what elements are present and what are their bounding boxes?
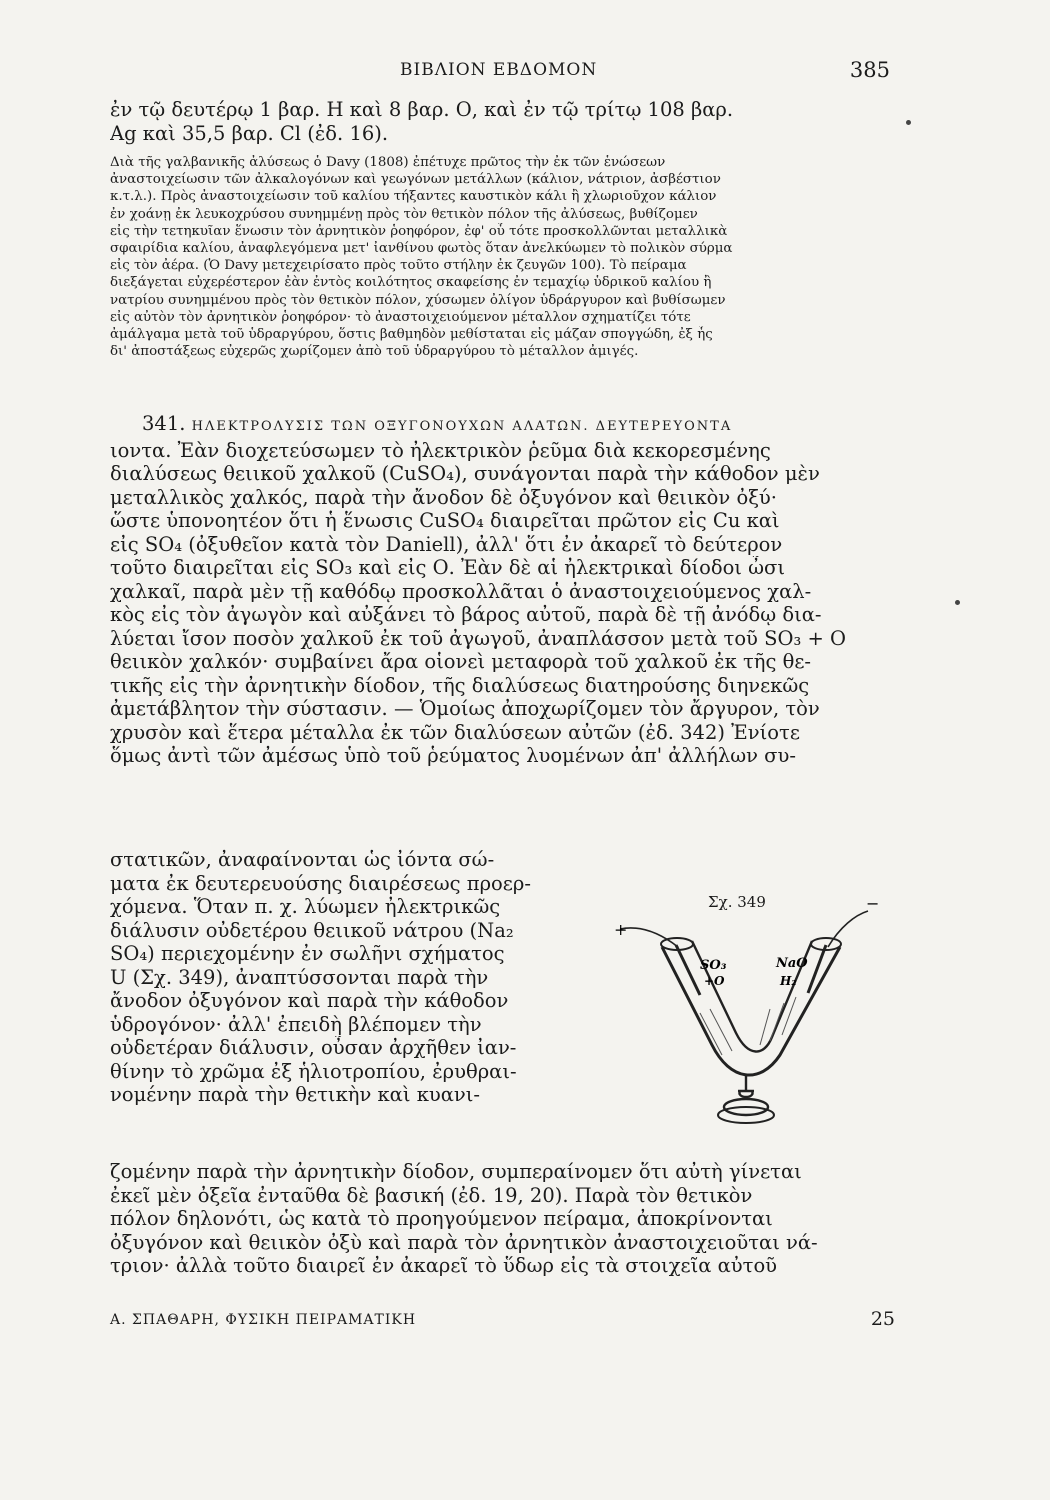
small-text-line: εἰς αὐτὸν τὸν ἀρνητικὸν ῥοηφόρον· τὸ ἀναστοιχειούμενον μέταλλον σχηματίζει τότε bbox=[110, 309, 691, 325]
small-text-line: εἰς τὴν τετηκυῖαν ἕνωσιν τὸν ἀρνητικὸν ῥοηφόρον, ἐφ' οὗ τότε προσκολλῶνται μεταλλικὰ bbox=[110, 223, 728, 239]
signature-mark: 25 bbox=[870, 1308, 895, 1330]
u-tube-outer bbox=[662, 947, 840, 1075]
text-line: κὸς εἰς τὸν ἀγωγὸν καὶ αὐξάνει τὸ βάρος αὐτοῦ, παρὰ δὲ τῇ ἀνόδῳ δια- bbox=[110, 603, 822, 626]
text-line: χαλκαῖ, παρὰ μὲν τῇ καθόδῳ προσκολλᾶται ὁ ἀναστοιχειούμενος χαλ- bbox=[110, 579, 812, 603]
figure-label: Σχ. 349 bbox=[708, 893, 766, 911]
text-line: στατικῶν, ἀναφαίνονται ὡς ἰόντα σώ- bbox=[110, 848, 495, 871]
text-line: τριον· ἀλλὰ τοῦτο διαιρεῖ ἐν ἀκαρεῖ τὸ ὕδωρ εἰς τὰ στοιχεῖα αὐτοῦ bbox=[110, 1254, 778, 1277]
section-heading bbox=[110, 412, 895, 439]
text-line: ἄνοδον ὀξυγόνον καὶ παρὰ τὴν κάθοδον bbox=[110, 989, 509, 1012]
left-formula-bottom: +O bbox=[704, 974, 725, 988]
liquid-hatching bbox=[700, 997, 796, 1055]
text-line: διαλύσεως θειικοῦ χαλκοῦ (CuSO₄), συνάγονται παρὰ τὴν κάθοδον μὲν bbox=[110, 462, 820, 485]
small-text-line: διεξάγεται εὐχερέστερον ἐὰν ἐντὸς κοιλότητος σκαφείσης ἐν τεμαχίῳ ὑδρικοῦ καλίου ἢ bbox=[110, 275, 712, 291]
negative-wire bbox=[828, 911, 868, 947]
text-line: τοῦτο διαιρεῖται εἰς SO₃ καὶ εἰς Ο. Ἐὰν δὲ αἱ ἠλεκτρικαὶ δίοδοι ὦσι bbox=[110, 556, 786, 579]
text-line: ζομένην παρὰ τὴν ἀρνητικὴν δίοδον, συμπεραίνομεν ὅτι αὐτὴ γίνεται bbox=[110, 1160, 802, 1183]
text-line: ὥστε ὑπονοητέον ὅτι ἡ ἕνωσις CuSO₄ διαιρεῖται πρῶτον εἰς Cu καὶ bbox=[110, 509, 780, 532]
text-line: πόλον δηλονότι, ὡς κατὰ τὸ προηγούμενον πείραμα, ἀποκρίνονται bbox=[110, 1207, 773, 1230]
text-line: ἐν τῷ δευτέρῳ 1 βαρ. Η καὶ 8 βαρ. Ο, καὶ ἐν τῷ τρίτῳ 108 βαρ. bbox=[110, 98, 734, 121]
page-number: 385 bbox=[849, 58, 890, 82]
u-tube-figure bbox=[600, 885, 890, 1155]
small-print-paragraph bbox=[110, 154, 895, 360]
section-number: 341. bbox=[142, 412, 186, 435]
small-text-line: εἰς τὸν ἀέρα. (Ὁ Davy μετεχειρίσατο πρὸς τοῦτο στήλην ἐκ ζευγῶν 100). Τὸ πείραμα bbox=[110, 258, 687, 274]
right-formula-top: NaO bbox=[776, 956, 808, 971]
text-line: Ag καὶ 35,5 βαρ. Cl (ἐδ. 16). bbox=[110, 121, 389, 145]
footer-book-title: Α. ΣΠΑΘΑΡΗ, ΦΥΣΙΚΗ ΠΕΙΡΑΜΑΤΙΚΗ bbox=[110, 1312, 417, 1328]
text-line: χρυσὸν καὶ ἕτερα μέταλλα ἐκ τῶν διαλύσεων αὐτῶν (ἐδ. 342) Ἐνίοτε bbox=[110, 720, 800, 744]
running-title: ΒΙΒΛΙΟΝ ΕΒΔΟΜΟΝ bbox=[400, 60, 598, 80]
minus-sign: − bbox=[866, 894, 880, 913]
small-text-line: Διὰ τῆς γαλβανικῆς ἀλύσεως ὁ Davy (1808) ἐπέτυχε πρῶτος τὴν ἐκ τῶν ἑνώσεων bbox=[110, 155, 666, 170]
text-line: ἐκεῖ μὲν ὀξεῖα ἐνταῦθα δὲ βασική (ἐδ. 19, 20). Παρὰ τὸν θετικὸν bbox=[110, 1183, 753, 1207]
right-formula-bottom: H₂ bbox=[780, 974, 797, 988]
text-line: λύεται ἴσον ποσὸν χαλκοῦ ἐκ τοῦ ἀγωγοῦ, ἀναπλάσσον μετὰ τοῦ SO₃ + Ο bbox=[110, 626, 846, 650]
text-line: οὐδετέραν διάλυσιν, οὖσαν ἀρχῆθεν ἰαν- bbox=[110, 1036, 517, 1059]
section-title: ΗΛΕΚΤΡΟΛΥΣΙΣ ΤΩΝ ΟΞΥΓΟΝΟΥΧΩΝ ΑΛΑΤΩΝ. ΔΕΥΤΕΡΕΥΟΝΤΑ bbox=[191, 419, 733, 434]
text-line: χόμενα. Ὅταν π. χ. λύωμεν ἠλεκτρικῶς bbox=[110, 895, 501, 918]
text-line: ιοντα. Ἐὰν διοχετεύσωμεν τὸ ἠλεκτρικὸν ῥεῦμα διὰ κεκορεσμένης bbox=[110, 438, 771, 462]
text-line: εἰς SO₄ (ὀξυθεῖον κατὰ τὸν Daniell), ἀλλ' ὅτι ἐν ἀκαρεῖ τὸ δεύτερον bbox=[110, 532, 783, 556]
small-text-line: ἀμάλγαμα μετὰ τοῦ ὑδραργύρου, ὅστις βαθμηδὸν μεθίσταται εἰς μάζαν σπογγώδη, ἐξ ἧς bbox=[110, 327, 713, 343]
text-beside-figure bbox=[110, 848, 565, 1107]
plus-sign: + bbox=[614, 920, 628, 939]
small-text-line: ἐν χοάνῃ ἐκ λευκοχρύσου συνημμένῃ πρὸς τὸν θετικὸν πόλον τῆς ἀλύσεως, βυθίζομεν bbox=[110, 206, 698, 222]
section-341 bbox=[110, 412, 895, 768]
text-line: SO₄) περιεχομένην ἐν σωλῆνι σχήματος bbox=[110, 942, 505, 965]
text-line: ματα ἐκ δευτερευούσης διαιρέσεως προερ- bbox=[110, 871, 531, 895]
u-tube-illustration bbox=[600, 885, 890, 1155]
page-footer bbox=[110, 1308, 895, 1336]
text-line: ὅμως ἀντὶ τῶν ἀμέσως ὑπὸ τοῦ ῥεύματος λυομένων ἀπ' ἀλλήλων συ- bbox=[110, 744, 796, 767]
stand-stem bbox=[738, 1075, 754, 1097]
text-line: U (Σχ. 349), ἀναπτύσσονται παρὰ τὴν bbox=[110, 965, 489, 989]
ink-speck bbox=[906, 120, 911, 125]
ink-speck bbox=[955, 600, 960, 605]
small-text-line: ἀναστοιχείωσιν τῶν ἀλκαλογόνων καὶ γεωγόνων μετάλλων (κάλιον, νάτριον, ἀσβέστιον bbox=[110, 172, 721, 188]
text-line: ὀξυγόνον καὶ θειικὸν ὀξὺ καὶ παρὰ τὸν ἀρνητικὸν ἀναστοιχειοῦται νά- bbox=[110, 1230, 818, 1254]
text-line: τικῆς εἰς τὴν ἀρνητικὴν δίοδον, τῆς διαλύσεως διατηρούσης διηνεκῶς bbox=[110, 673, 810, 697]
positive-wire bbox=[620, 928, 678, 947]
text-line: ὑδρογόνον· ἀλλ' ἐπειδὴ βλέπομεν τὴν bbox=[110, 1012, 482, 1036]
text-line: διάλυσιν οὐδετέρου θειικοῦ νάτρου (Na₂ bbox=[110, 918, 514, 942]
small-text-line: κ.τ.λ.). Πρὸς ἀναστοιχείωσιν τοῦ καλίου τήξαντες καυστικὸν κάλι ἢ χλωριοῦχον κάλιον bbox=[110, 189, 717, 205]
text-line: θειικὸν χαλκόν· συμβαίνει ἄρα οἱονεὶ μεταφορὰ τοῦ χαλκοῦ ἐκ τῆς θε- bbox=[110, 650, 812, 673]
text-line: θίνην τὸ χρῶμα ἐξ ἡλιοτροπίου, ἐρυθραι- bbox=[110, 1059, 517, 1083]
left-formula-top: SO₃ bbox=[700, 958, 727, 973]
text-line: ἀμετάβλητον τὴν σύστασιν. — Ὁμοίως ἀποχωρίζομεν τὸν ἄργυρον, τὸν bbox=[110, 697, 820, 720]
bottom-paragraph bbox=[110, 1160, 895, 1278]
page-header bbox=[110, 58, 890, 88]
small-text-line: νατρίου συνημμένου πρὸς τὸν θετικὸν πόλον, χύσωμεν ὀλίγον ὑδράργυρον καὶ βυθίσωμεν bbox=[110, 292, 726, 308]
small-text-line: σφαιρίδια καλίου, ἀναφλεγόμενα μετ' ἰανθίνου φωτὸς ὅταν ἀνελκύωμεν τὸ πολικὸν σύρμα bbox=[110, 241, 733, 257]
text-line: νομένην παρὰ τὴν θετικὴν καὶ κυανι- bbox=[110, 1083, 480, 1106]
top-continuation-text bbox=[110, 98, 895, 145]
text-line: μεταλλικὸς χαλκός, παρὰ τὴν ἄνοδον δὲ ὀξυγόνον καὶ θειικὸν ὀξύ· bbox=[110, 485, 777, 509]
small-text-line: δι' ἀποστάξεως εὐχερῶς χωρίζομεν ἀπὸ τοῦ ὑδραργύρου τὸ μέταλλον ἀμιγές. bbox=[110, 344, 639, 360]
